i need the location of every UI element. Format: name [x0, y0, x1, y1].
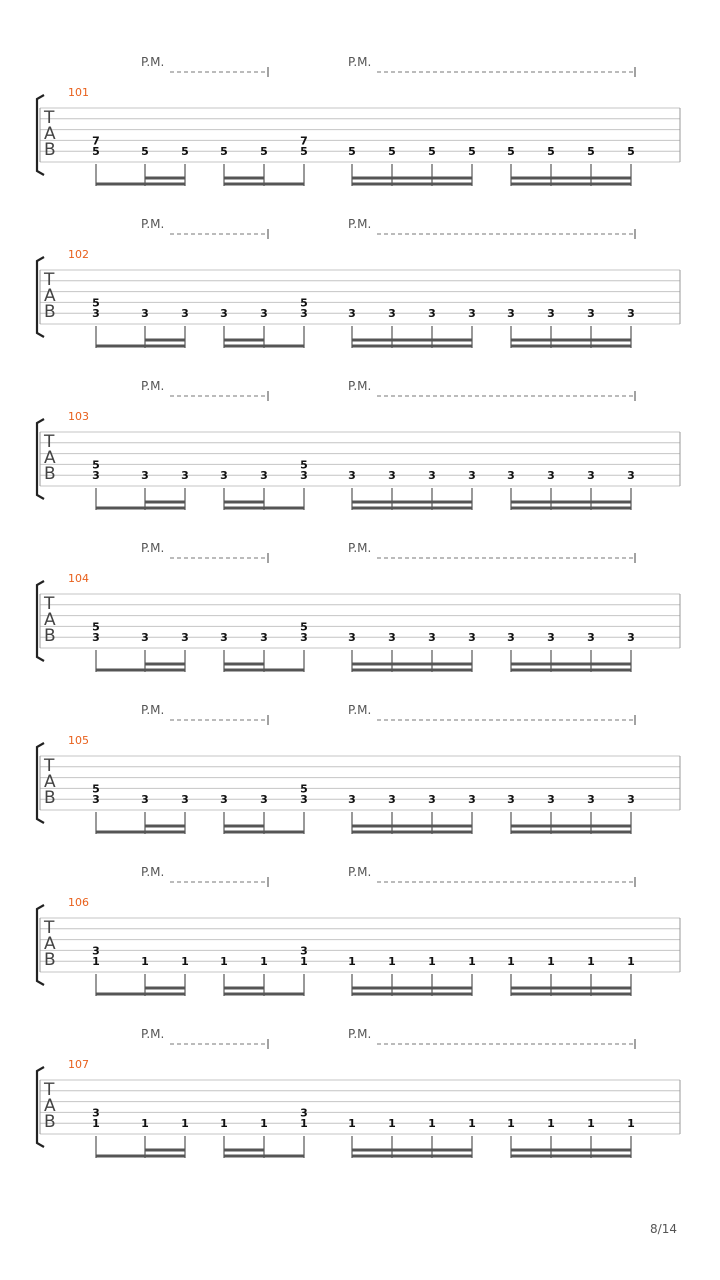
fret-number: 3 [627, 307, 635, 321]
tab-letter-b: B [44, 950, 56, 970]
fret-number: 3 [141, 631, 149, 645]
tab-letter-b: B [44, 140, 56, 160]
fret-number: 1 [547, 955, 555, 969]
fret-number: 5 [92, 782, 100, 796]
tab-letter-b: B [44, 788, 56, 808]
fret-number: 3 [468, 307, 476, 321]
fret-number: 5 [92, 296, 100, 310]
fret-number: 3 [627, 631, 635, 645]
fret-number: 1 [468, 1117, 476, 1131]
fret-number: 1 [348, 955, 356, 969]
fret-number: 5 [627, 145, 635, 159]
fret-number: 3 [547, 631, 555, 645]
fret-number: 3 [220, 793, 228, 807]
tab-letter-t: T [44, 594, 55, 614]
tab-letter-a: A [44, 772, 56, 792]
fret-number: 1 [260, 955, 268, 969]
palm-mute-label: P.M. [141, 865, 165, 879]
fret-number: 3 [141, 793, 149, 807]
palm-mute-label: P.M. [348, 865, 372, 879]
fret-number: 3 [547, 793, 555, 807]
fret-number: 3 [388, 307, 396, 321]
fret-number: 1 [388, 955, 396, 969]
fret-number: 3 [92, 307, 100, 321]
fret-number: 3 [348, 793, 356, 807]
fret-number: 3 [468, 793, 476, 807]
fret-number: 5 [220, 145, 228, 159]
fret-number: 3 [260, 631, 268, 645]
measure-number: 105 [68, 734, 89, 747]
fret-number: 3 [587, 307, 595, 321]
fret-number: 3 [260, 469, 268, 483]
fret-number: 3 [428, 793, 436, 807]
fret-number: 3 [181, 631, 189, 645]
fret-number: 1 [181, 955, 189, 969]
fret-number: 1 [547, 1117, 555, 1131]
fret-number: 3 [507, 469, 515, 483]
tab-letter-t: T [44, 756, 55, 776]
palm-mute-label: P.M. [348, 703, 372, 717]
measure-number: 101 [68, 86, 89, 99]
fret-number: 5 [260, 145, 268, 159]
fret-number: 3 [587, 469, 595, 483]
fret-number: 3 [181, 307, 189, 321]
fret-number: 3 [260, 793, 268, 807]
fret-number: 3 [428, 469, 436, 483]
tab-letter-t: T [44, 1080, 55, 1100]
palm-mute-label: P.M. [141, 703, 165, 717]
fret-number: 5 [587, 145, 595, 159]
fret-number: 3 [547, 469, 555, 483]
palm-mute-label: P.M. [348, 541, 372, 555]
fret-number: 5 [300, 782, 308, 796]
palm-mute-label: P.M. [348, 55, 372, 69]
palm-mute-label: P.M. [141, 1027, 165, 1041]
fret-number: 5 [92, 620, 100, 634]
fret-number: 5 [300, 620, 308, 634]
page-number: 8/14 [650, 1222, 677, 1236]
fret-number: 1 [300, 955, 308, 969]
fret-number: 3 [141, 469, 149, 483]
tab-letter-b: B [44, 302, 56, 322]
tab-letter-t: T [44, 432, 55, 452]
fret-number: 3 [587, 793, 595, 807]
palm-mute-label: P.M. [141, 217, 165, 231]
measure-number: 102 [68, 248, 89, 261]
fret-number: 1 [388, 1117, 396, 1131]
fret-number: 1 [627, 1117, 635, 1131]
fret-number: 1 [92, 955, 100, 969]
fret-number: 3 [388, 793, 396, 807]
fret-number: 3 [300, 1106, 308, 1120]
fret-number: 3 [300, 307, 308, 321]
fret-number: 3 [92, 944, 100, 958]
fret-number: 3 [92, 1106, 100, 1120]
fret-number: 1 [627, 955, 635, 969]
fret-number: 5 [92, 458, 100, 472]
fret-number: 1 [220, 955, 228, 969]
palm-mute-label: P.M. [141, 379, 165, 393]
fret-number: 5 [468, 145, 476, 159]
tab-letter-a: A [44, 1096, 56, 1116]
fret-number: 3 [348, 631, 356, 645]
fret-number: 3 [181, 793, 189, 807]
tab-letter-b: B [44, 1112, 56, 1132]
tab-letter-a: A [44, 286, 56, 306]
fret-number: 3 [220, 307, 228, 321]
palm-mute-label: P.M. [141, 541, 165, 555]
fret-number: 3 [92, 793, 100, 807]
fret-number: 1 [428, 1117, 436, 1131]
tab-letter-a: A [44, 124, 56, 144]
fret-number: 3 [348, 307, 356, 321]
fret-number: 1 [468, 955, 476, 969]
palm-mute-label: P.M. [348, 217, 372, 231]
fret-number: 5 [300, 296, 308, 310]
fret-number: 7 [300, 134, 308, 148]
fret-number: 1 [507, 1117, 515, 1131]
measure-number: 107 [68, 1058, 89, 1071]
tab-letter-t: T [44, 918, 55, 938]
fret-number: 3 [428, 631, 436, 645]
palm-mute-label: P.M. [348, 1027, 372, 1041]
fret-number: 1 [260, 1117, 268, 1131]
fret-number: 1 [181, 1117, 189, 1131]
fret-number: 1 [300, 1117, 308, 1131]
tab-letter-t: T [44, 270, 55, 290]
fret-number: 3 [92, 631, 100, 645]
fret-number: 1 [220, 1117, 228, 1131]
fret-number: 3 [220, 631, 228, 645]
fret-number: 3 [141, 307, 149, 321]
fret-number: 3 [300, 631, 308, 645]
tab-letter-a: A [44, 610, 56, 630]
fret-number: 3 [627, 469, 635, 483]
fret-number: 1 [587, 955, 595, 969]
fret-number: 3 [507, 631, 515, 645]
fret-number: 5 [547, 145, 555, 159]
fret-number: 5 [348, 145, 356, 159]
fret-number: 1 [428, 955, 436, 969]
palm-mute-label: P.M. [141, 55, 165, 69]
fret-number: 3 [468, 631, 476, 645]
fret-number: 3 [220, 469, 228, 483]
fret-number: 5 [507, 145, 515, 159]
fret-number: 1 [141, 955, 149, 969]
fret-number: 1 [92, 1117, 100, 1131]
fret-number: 3 [468, 469, 476, 483]
tab-letter-b: B [44, 626, 56, 646]
fret-number: 3 [428, 307, 436, 321]
fret-number: 1 [507, 955, 515, 969]
fret-number: 3 [300, 944, 308, 958]
tab-letter-a: A [44, 934, 56, 954]
fret-number: 3 [587, 631, 595, 645]
fret-number: 1 [348, 1117, 356, 1131]
fret-number: 3 [300, 469, 308, 483]
fret-number: 3 [547, 307, 555, 321]
fret-number: 5 [141, 145, 149, 159]
measure-number: 104 [68, 572, 89, 585]
measure-number: 106 [68, 896, 89, 909]
fret-number: 5 [300, 458, 308, 472]
fret-number: 3 [348, 469, 356, 483]
fret-number: 5 [92, 145, 100, 159]
measure-number: 103 [68, 410, 89, 423]
fret-number: 3 [181, 469, 189, 483]
fret-number: 5 [428, 145, 436, 159]
tab-letter-b: B [44, 464, 56, 484]
fret-number: 5 [388, 145, 396, 159]
fret-number: 3 [388, 469, 396, 483]
fret-number: 3 [260, 307, 268, 321]
fret-number: 3 [300, 793, 308, 807]
tab-letter-t: T [44, 108, 55, 128]
tab-letter-a: A [44, 448, 56, 468]
palm-mute-label: P.M. [348, 379, 372, 393]
fret-number: 3 [507, 793, 515, 807]
fret-number: 7 [92, 134, 100, 148]
fret-number: 3 [627, 793, 635, 807]
fret-number: 1 [587, 1117, 595, 1131]
fret-number: 3 [92, 469, 100, 483]
fret-number: 3 [388, 631, 396, 645]
fret-number: 5 [181, 145, 189, 159]
fret-number: 5 [300, 145, 308, 159]
fret-number: 1 [141, 1117, 149, 1131]
fret-number: 3 [507, 307, 515, 321]
